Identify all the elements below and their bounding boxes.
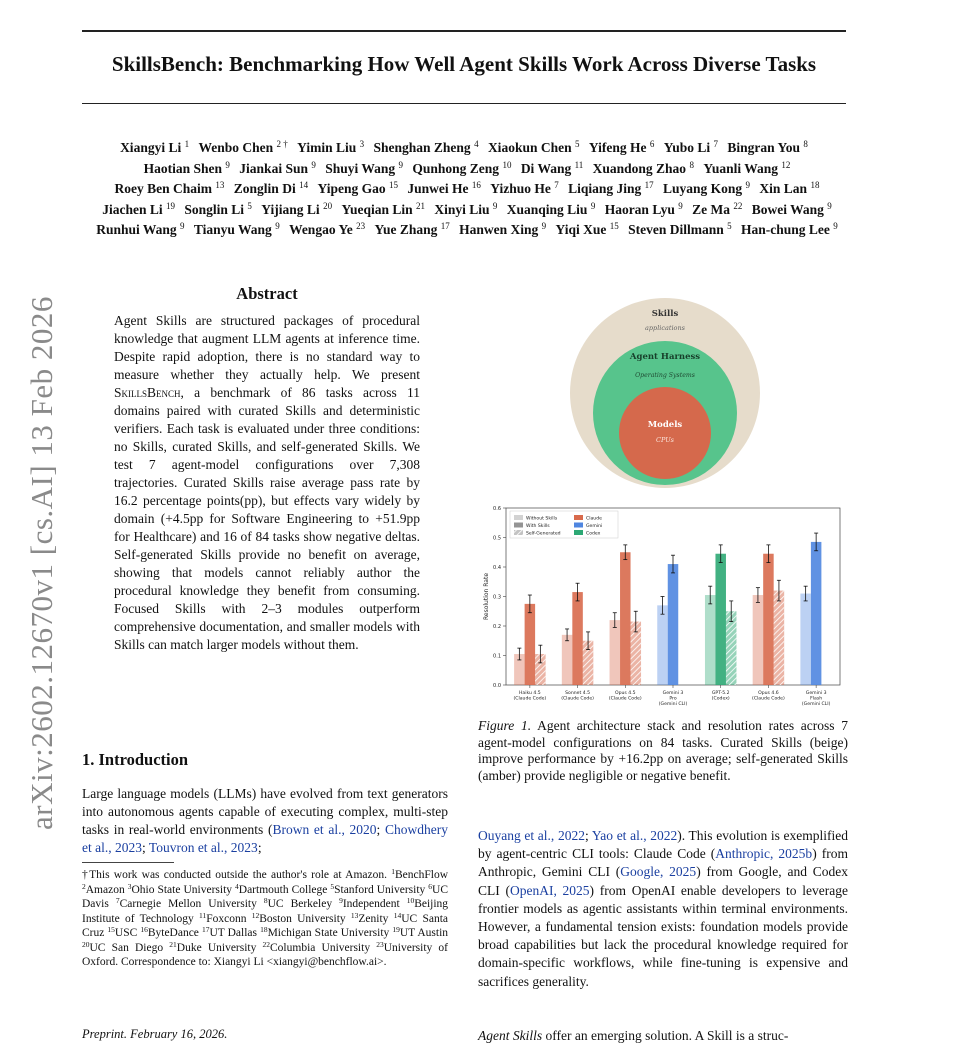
resolution-rate-chart [478,500,848,712]
author-name: Bowei Wang [751,201,824,217]
author-list [82,138,846,241]
author [605,202,683,217]
x-tick-label: (Claude Code) [561,696,594,702]
affiliation-number: 10 [406,896,415,905]
author-affiliation-number: 7 [713,139,719,149]
author [488,140,580,155]
legend-label: Gemini [586,523,603,529]
agent-harness-layer-title: Agent Harness [629,352,701,362]
author [407,181,481,196]
bar-with-skills [525,604,536,685]
legend-swatch [514,523,523,528]
bar-hatch [774,591,785,685]
author-name: Yijiang Li [261,201,320,217]
affiliation-number: 8 [263,896,268,905]
intro-left-text: Large language models (LLMs) have evolved from text generators into autonomous agents capable of executing complex, multi-step tasks in real-world environments ( [82,786,448,837]
bar-without-skills [800,594,811,685]
author-affiliation-number: 21 [415,200,425,211]
author [703,161,790,176]
author [490,181,559,196]
author-name: Wenbo Chen [198,140,274,155]
abstract-part-2: , a benchmark of 86 tasks across 11 domains paired with curated Skills and deterministic verifiers. Each task is evaluated under three conditions: no Skills, curated Skills, and self-generated Skills. We test 7 agent-model configurations over 7,308 trajectories. Curated Skills raise average pass rate by 16.2 percentage points(pp), but effects vary widely by domain (+4.5pp for Software Engineering to +51.9pp for Healthcare) and 16 of 84 tasks show negative deltas. Self-generated Skills provide no benefit on average, showing that models cannot reliably author the procedural knowledge they benefit from consuming. Focused Skills with 2–3 modules outperform comprehensive documentation, and smaller models with Skills can match larger models without them. [114,385,420,652]
author [341,202,425,217]
author-affiliation-number: 9 [492,200,498,211]
affiliation-number: 15 [107,925,115,934]
affiliation-number: 6 [428,881,433,891]
affiliation-name: BenchFlow [394,869,448,881]
author-name: Qunhong Zeng [412,160,500,176]
affiliation-name: Amazon [85,883,125,896]
author [692,202,742,217]
author-name: Runhui Wang [96,222,177,237]
author-affiliation-number: 3 [359,139,365,149]
legend-swatch [574,530,583,535]
legend-swatch [514,515,523,520]
bar-without-skills [657,605,668,685]
footnote-rule [82,862,174,863]
author-affiliation-number: 5 [727,221,732,231]
x-tick-label: GPT-5.2 [711,691,730,696]
author-affiliation-number: 17 [440,221,450,231]
author [434,202,497,217]
author-name: Xin Lan [759,181,808,196]
author [194,222,280,237]
affiliation-name: Columbia University [270,941,371,954]
author-name: Yifeng He [588,140,647,155]
affiliation-number: 4 [235,881,239,891]
author-affiliation-number: 9 [275,221,280,231]
citation-link[interactable]: Ouyang et al., 2022 [478,828,585,843]
affiliation-number: 20 [82,939,90,949]
author-affiliation-number: 8 [803,139,808,149]
author-name: Xinyi Liu [434,201,490,217]
author-affiliation-number: 9 [827,200,832,211]
author-affiliation-number: 22 [733,200,743,211]
affiliation-name: UC Santa Cruz [82,912,448,939]
preprint-date: Preprint. February 16, 2026. [82,1027,228,1041]
author-name: Yimin Liu [297,140,357,155]
author-affiliation-number: 9 [541,221,547,231]
figure-caption [478,718,848,784]
citation-link[interactable]: Anthropic, 2025b [715,846,813,862]
author-name: Yue Zhang [374,222,438,237]
abstract-text [114,312,420,654]
author-affiliation-number: 14 [299,180,309,190]
author-name: Jiachen Li [102,201,163,217]
author-affiliation-number: 17 [644,180,654,190]
author [459,222,546,237]
x-tick-label: (Codex) [711,696,730,702]
agent-harness-layer-subtitle: Operating Systems [635,372,695,379]
author [96,222,184,237]
author-name: Yubo Li [663,140,711,155]
author [317,181,398,196]
author-affiliation-number: 8 [689,159,694,170]
citation-link[interactable]: Touvron et al., 2023 [148,840,258,855]
affiliation-number: 21 [169,939,177,949]
author-name: Liqiang Jing [568,181,642,196]
y-tick-label: 0.3 [493,594,501,601]
affiliation-number: 3 [127,881,132,891]
architecture-diagram [570,298,760,488]
author [102,202,175,217]
legend-label: Claude [586,516,602,522]
affiliation-number: 14 [393,910,402,920]
author-affiliation-number: 19 [166,200,176,211]
affiliation-number: 1 [391,867,395,876]
title-rule [82,103,846,104]
author [727,140,808,155]
legend-label: Without Skills [526,516,558,522]
author [374,222,449,237]
author [198,140,287,155]
intro-paragraph-right [478,827,848,991]
author [507,202,596,217]
affiliation-name: Beijing Institute of Technology [82,898,449,925]
affiliation-number: 9 [339,896,343,905]
author [239,161,316,176]
arxiv-identifier[interactable]: arXiv:2602.12670v1 [cs.AI] 13 Feb 2026 [24,296,59,830]
author [297,140,364,155]
intro-paragraph-right-2 [478,1027,848,1045]
intro-text: ). This evolution is exemplified by agent-centric CLI tools: Claude Code ( [478,828,848,862]
intro-left-citations: Brown et al., 2020; Chowdhery et al., 2023; Touvron et al., 2023; [82,822,448,855]
author-name: Zonglin Di [233,181,296,196]
author [184,202,252,217]
author-name: Han-chung Lee [741,222,830,237]
author-affiliation-number: 10 [502,159,512,170]
author-name: Tianyu Wang [193,222,272,237]
models-layer-title: Models [647,420,683,430]
author [234,181,308,196]
x-tick-label: Gemini 3 [662,691,684,696]
x-tick-label: Flash [810,696,823,702]
bar-with-skills [668,564,679,685]
footnote-lead: †This work was conducted outside the author's role at Amazon. [82,869,392,881]
author [289,222,365,237]
benchmark-name: SkillsBench [114,385,181,400]
author-affiliation-number: 15 [388,180,398,190]
author-affiliation-number: 9 [180,221,185,231]
author-name: Yipeng Gao [317,181,386,196]
affiliation-number: 19 [392,925,400,934]
author-affiliation-number: 18 [810,180,820,190]
author-affiliation-number: 1 [184,139,190,149]
affiliation-name: Zenity [358,912,389,925]
author-affiliation-number: 13 [215,180,225,190]
skills-layer-subtitle: applications [645,324,685,332]
x-tick-label: (Gemini CLI) [658,702,688,708]
intro-text: ) from OpenAI enable developers to leverage frontier models as agentic assistants within terminal environments. However, a fundamental tension exists: foundation models provide broad capabilities but lack the procedural knowledge required for domain-specific workflows, while fine-tuning is expensive and sacrifices generality. [478,882,848,989]
x-tick-label: Sonnet 4.5 [565,691,591,696]
y-tick-label: 0.4 [493,565,501,571]
author-affiliation-number: 9 [678,200,683,211]
x-tick-label: Opus 4.5 [614,691,636,696]
bar-without-skills [562,635,573,685]
bar-without-skills [610,620,621,685]
affiliation-number: 2 [82,881,86,891]
affiliation-number: 17 [201,925,210,934]
legend-label: Codex [586,531,601,537]
author-name: Haotian Shen [143,160,223,176]
affiliation-name: UT Austin [399,927,449,939]
skills-layer-title: Skills [651,309,679,319]
affiliation-name: University of Oxford [82,941,448,968]
author [664,140,718,155]
x-tick-label: (Claude Code) [513,696,547,702]
legend-label: With Skills [526,523,550,529]
author [374,140,479,155]
models-layer-subtitle: CPUs [655,436,675,444]
author-affiliation-number: 5 [574,139,580,149]
author-name: Xuandong Zhao [592,160,687,176]
x-tick-label: Opus 4.6 [758,691,779,696]
affiliation-number: 22 [262,939,271,949]
author-affiliation-number: 9 [398,159,404,170]
affiliation-name: UC San Diego [89,941,164,954]
author-name: Xuanqing Liu [506,201,588,217]
author-affiliation-number: 9 [745,180,751,190]
author-name: Shenghan Zheng [373,140,471,155]
author-name: Hanwen Xing [459,222,539,237]
bar-hatch [726,611,737,685]
affiliation-name: Duke University [176,941,257,954]
author [589,140,655,155]
author [412,161,511,176]
y-tick-label: 0.2 [493,624,501,630]
author [628,222,732,237]
x-tick-label: (Claude Code) [752,696,785,702]
author-affiliation-number: 4 [474,139,479,149]
abstract-heading: Abstract [236,284,298,303]
author [593,161,694,176]
citation-link[interactable]: Yao et al., 2022 [591,828,678,843]
author-affiliation-number: 9 [590,200,596,211]
affiliation-name: UT Dallas [209,927,258,939]
author-name: Bingran You [727,140,801,155]
legend-label: Self-Generated [526,531,561,537]
affiliation-name: Boston University [259,912,346,925]
intro-text: ; [584,828,592,843]
author [663,181,750,196]
figure-caption-text: Agent architecture stack and resolution rates across 7 agent-model configurations on 84 tasks. Curated Skills (beige) improve performance by +16.2pp on average; self-generated Skills (amber) provide negligible or negative benefit. [478,718,848,783]
author-affiliation-number: 15 [609,221,619,231]
figure-label: Figure 1. [478,718,532,733]
citation-link[interactable]: OpenAI, 2025 [509,882,590,898]
author-affiliation-number: 12 [781,159,791,170]
citation-link[interactable]: Brown et al., 2020 [272,822,377,837]
affiliation-number: 16 [140,925,148,934]
author-name: Xiangyi Li [120,140,182,155]
affiliation-name: Foxconn [206,912,247,925]
affiliation-number: 7 [115,896,120,905]
chart-legend [510,511,618,538]
affiliation-name: Stanford University [334,883,426,896]
affiliation-name: Ohio State University [131,883,233,896]
affiliation-number: 12 [251,910,260,920]
affiliation-number: 18 [260,925,268,934]
affiliation-footnote [82,868,448,970]
x-tick-label: Haiku 4.5 [518,691,541,696]
author-affiliation-number: 20 [323,200,333,211]
author-name: Shuyi Wang [325,160,396,176]
author [144,161,230,176]
author-name: Songlin Li [184,201,245,217]
footnote-correspondence: . Correspondence to: Xiangyi Li <xiangyi@benchflow.ai>. [115,956,387,968]
y-tick-label: 0.0 [493,683,501,689]
legend-swatch [574,515,583,520]
intro-right-2-text: offer an emerging solution. A Skill is a struc- [542,1028,789,1043]
top-rule [82,30,846,32]
legend-swatch [574,523,583,528]
author [120,140,189,155]
affiliation-name: Carnegie Mellon University [119,898,257,910]
author-name: Junwei He [407,181,469,196]
author-name: Yizhuo He [490,181,551,196]
introduction-heading: 1. Introduction [82,750,189,769]
author-name: Haoran Lyu [604,201,675,217]
author-name: Xiaokun Chen [487,140,572,155]
bar-with-skills [763,554,774,685]
author-affiliation-number: 2 † [276,139,288,149]
paper-title: SkillsBench: Benchmarking How Well Agent Skills Work Across Diverse Tasks [111,52,817,76]
y-axis-label: Resolution Rate [483,572,490,621]
affiliation-number: 5 [330,881,335,891]
affiliation-name: Independent [342,898,400,910]
author-name: Roey Ben Chaim [114,181,213,196]
y-tick-label: 0.1 [493,653,501,660]
bar-with-skills [715,554,726,685]
author [115,181,225,196]
author-name: Jiankai Sun [239,160,308,176]
bar-without-skills [753,595,764,685]
intro-text: ) from Google, and Codex CLI ( [478,864,848,898]
author-affiliation-number: 9 [225,159,230,170]
agent-skills-term: Agent Skills [478,1028,543,1043]
author-name: Wengao Ye [289,222,353,237]
y-tick-label: 0.5 [493,535,501,542]
author-affiliation-number: 5 [247,200,252,211]
author-affiliation-number: 9 [833,221,838,231]
author-name: Steven Dillmann [628,222,724,237]
author-affiliation-number: 23 [356,221,366,231]
author-name: Luyang Kong [663,181,743,196]
affiliation-name: Dartmouth College [238,883,328,896]
x-tick-label: (Claude Code) [608,696,642,702]
y-tick-label: 0.6 [493,506,501,512]
author [556,222,619,237]
author-affiliation-number: 9 [311,159,316,170]
author-affiliation-number: 16 [471,180,481,190]
author [741,222,838,237]
affiliation-name: ByteDance [147,927,199,939]
x-tick-label: (Gemini CLI) [801,702,831,708]
author-name: Yiqi Xue [555,222,607,237]
affiliation-name: UC Davis [82,883,448,910]
author [325,161,403,176]
intro-text: ) from Anthropic, Gemini CLI ( [478,846,848,880]
author-affiliation-number: 11 [574,159,584,170]
author [759,181,819,196]
models-layer-circle [619,387,711,479]
bar-with-skills [811,542,822,685]
bar-with-skills [620,552,631,685]
bar-with-skills [572,592,583,685]
author [752,202,832,217]
x-tick-label: Gemini 3 [805,691,827,696]
citation-link[interactable]: Chowdhery et al., 2023 [82,822,448,855]
affiliation-name: UC Berkeley [267,898,333,910]
affiliation-name: USC [114,927,138,939]
affiliation-name: Michigan State University [267,927,390,939]
intro-paragraph-left [82,785,448,857]
author-affiliation-number: 7 [554,180,559,190]
author [261,202,332,217]
author-name: Di Wang [520,160,572,176]
abstract-part-1: Agent Skills are structured packages of procedural knowledge that augment LLM agents at inference time. Despite rapid adoption, there is no standard way to measure whether they actually help. We present [114,313,420,382]
affiliation-number: 13 [350,910,359,920]
bar-without-skills [705,595,716,685]
affiliation-number: 11 [198,910,207,920]
author [568,181,654,196]
author-affiliation-number: 6 [649,139,655,149]
author [521,161,583,176]
citation-link[interactable]: Google, 2025 [620,864,697,880]
author-name: Yueqian Lin [341,201,413,217]
author-name: Ze Ma [692,201,730,217]
author-name: Yuanli Wang [703,160,778,176]
x-tick-label: Pro [669,696,677,702]
affiliation-number: 23 [376,939,384,949]
